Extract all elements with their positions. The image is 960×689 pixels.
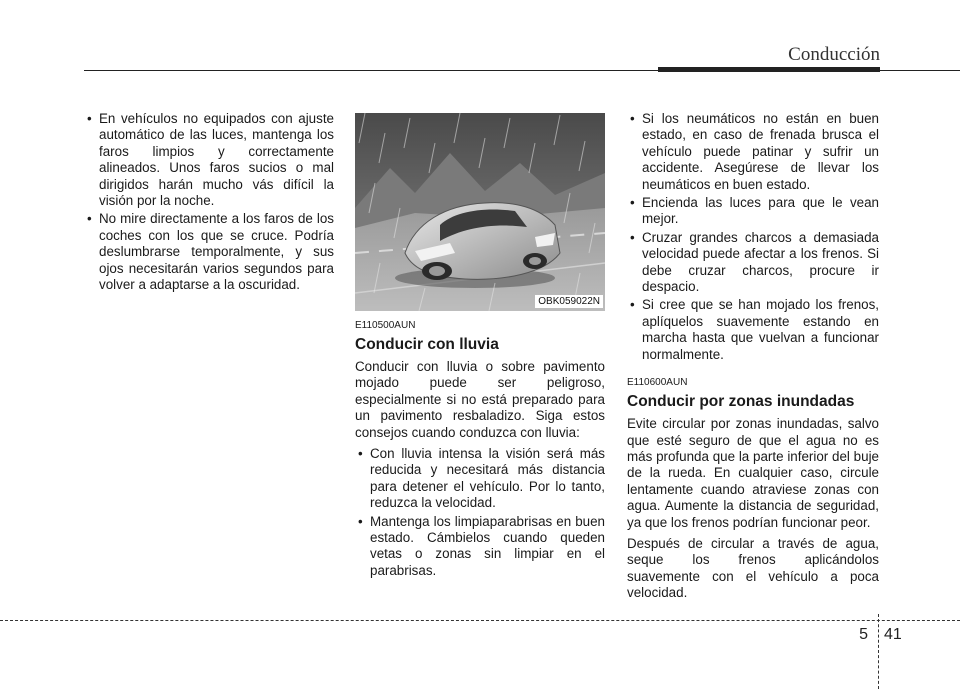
figure-caption: OBK059022N (535, 295, 603, 308)
rain-tips-list (355, 446, 605, 579)
page-number: 41 (884, 626, 902, 643)
list-item: • En vehículos no equipados con ajuste automático de las luces, mantenga los faros limpios y correctamente alineados. Unos faros sucios o mal dirigidos harán mucho vás difícil la visión por la noche. (84, 111, 334, 209)
list-item: • Con lluvia intensa la visión será más reducida y necesitará más distancia para detener el vehículo. Por lo tanto, reduzca la velocidad. (355, 446, 605, 512)
list-item: • Mantenga los limpiaparabrisas en buen estado. Cámbielos cuando queden vetas o zonas sin limpiar en el parabrisas. (355, 514, 605, 580)
chapter-number: 5 (859, 626, 868, 643)
list-item: • Si los neumáticos no están en buen estado, en caso de frenada brusca el vehículo puede patinar y sufrir un accidente. Asegúrese de llevar los neumáticos en buen estado. (627, 111, 879, 193)
rain-car-illustration (355, 113, 605, 311)
section-heading: Conducir por zonas inundadas (627, 393, 855, 411)
column-left (84, 111, 334, 295)
list-item: • Encienda las luces para que le vean mejor. (627, 195, 879, 228)
section-paragraph: Después de circular a través de agua, seque los frenos aplicándolos suavemente con el vehículo a poca velocidad. (627, 535, 879, 601)
column-middle (355, 320, 605, 581)
car-in-rain-image (355, 113, 605, 311)
list-item: • Cruzar grandes charcos a demasiada velocidad puede afectar a los frenos. Si debe cruzar charcos, procure ir despacio. (627, 230, 879, 296)
section-code: E110500AUN (355, 320, 416, 331)
rain-tips-list-continued (627, 111, 879, 363)
section-paragraph: Conducir con lluvia o sobre pavimento mojado puede ser peligroso, especialmente si no está preparado para un pavimento resbaladizo. Siga estos consejos cuando conduzca con lluvia: (355, 359, 605, 440)
section-code: E110600AUN (627, 377, 688, 389)
header-rule-accent (658, 67, 880, 72)
footer-rule (0, 620, 960, 621)
column-right (627, 111, 879, 607)
list-item: • No mire directamente a los faros de los coches con los que se cruce. Podría deslumbrarse temporalmente, y sus ojos necesitarán varios segundos para volver a adaptarse a la oscuridad. (84, 211, 334, 293)
night-driving-list (84, 111, 334, 293)
section-paragraph: Evite circular por zonas inundadas, salvo que esté seguro de que el agua no es más profunda que la parte inferior del buje de la rueda. En cualquier caso, circule lentamente cuando atraviese zonas con agua. Aumente la distancia de seguridad, ya que los frenos podrían funcionar peor. (627, 416, 879, 530)
list-item: • Si cree que se han mojado los frenos, aplíquelos suavemente estando en marcha hasta que vuelvan a funcionar normalmente. (627, 297, 879, 363)
page-header-title: Conducción (788, 44, 880, 65)
section-heading: Conducir con lluvia (355, 336, 499, 353)
page-number-divider (878, 614, 879, 689)
